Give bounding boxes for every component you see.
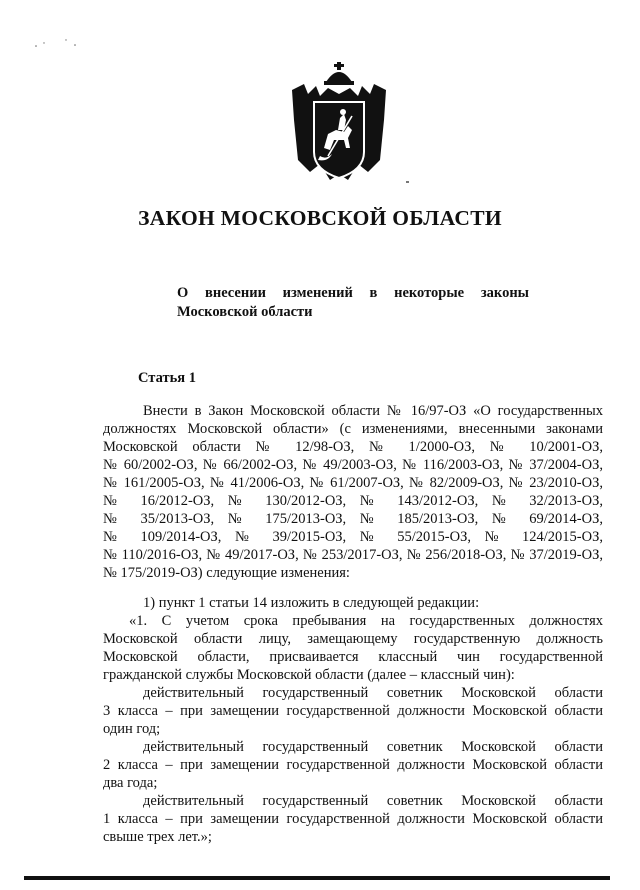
text-line: два года;	[103, 775, 158, 791]
coat-of-arms-icon	[288, 60, 390, 190]
text-line: действительный государственный советник Московской области	[143, 793, 603, 809]
text-line: действительный государственный советник Московской области	[143, 685, 603, 701]
text-line: Московской области № 12/98-ОЗ, № 1/2000-ОЗ, № 10/2001-ОЗ,	[103, 439, 603, 455]
text-line: № 175/2019-ОЗ) следующие изменения:	[103, 565, 350, 581]
document-title: ЗАКОН МОСКОВСКОЙ ОБЛАСТИ	[138, 206, 502, 230]
scan-speck	[405, 180, 411, 184]
scan-edge-line	[24, 876, 610, 880]
text-line: свыше трех лет.»;	[103, 829, 212, 845]
text-line: 1 класса – при замещении государственной должности Московской области	[103, 811, 603, 827]
text-line: 3 класса – при замещении государственной должности Московской области	[103, 703, 603, 719]
text-line: «1. С учетом срока пребывания на государственных должностях	[129, 613, 603, 629]
subject-line: О внесении изменений в некоторые законы	[177, 285, 529, 301]
text-line: № 60/2002-ОЗ, № 66/2002-ОЗ, № 49/2003-ОЗ, № 116/2003-ОЗ, № 37/2004-ОЗ,	[103, 457, 603, 473]
text-line: Московской области лицу, замещающему государственную должность	[103, 631, 603, 647]
text-line: Внести в Закон Московской области № 16/97-ОЗ «О государственных	[143, 403, 603, 419]
text-line: № 110/2016-ОЗ, № 49/2017-ОЗ, № 253/2017-ОЗ, № 256/2018-ОЗ, № 37/2019-ОЗ,	[103, 547, 603, 563]
text-line: гражданской службы Московской области (далее – классный чин):	[103, 667, 515, 683]
text-line: № 109/2014-ОЗ, № 39/2015-ОЗ, № 55/2015-ОЗ, № 124/2015-ОЗ,	[103, 529, 603, 545]
text-line: № 35/2013-ОЗ, № 175/2013-ОЗ, № 185/2013-ОЗ, № 69/2014-ОЗ,	[103, 511, 603, 527]
text-line: один год;	[103, 721, 161, 737]
article-body	[103, 402, 603, 846]
text-line: № 16/2012-ОЗ, № 130/2012-ОЗ, № 143/2012-ОЗ, № 32/2013-ОЗ,	[103, 493, 603, 509]
text-line: действительный государственный советник Московской области	[143, 739, 603, 755]
text-line: Московской области, присваивается классный чин государственной	[103, 649, 603, 665]
article-heading: Статья 1	[138, 370, 196, 386]
text-line: должностях Московской области» (с изменениями, внесенными законами	[103, 421, 603, 437]
text-line: 2 класса – при замещении государственной должности Московской области	[103, 757, 603, 773]
scan-specks	[30, 34, 90, 54]
text-line: № 161/2005-ОЗ, № 41/2006-ОЗ, № 61/2007-ОЗ, № 82/2009-ОЗ, № 23/2010-ОЗ,	[103, 475, 603, 491]
law-subject	[177, 284, 529, 322]
item-heading: 1) пункт 1 статьи 14 изложить в следующей редакции:	[143, 595, 480, 611]
subject-line: Московской области	[177, 304, 313, 320]
